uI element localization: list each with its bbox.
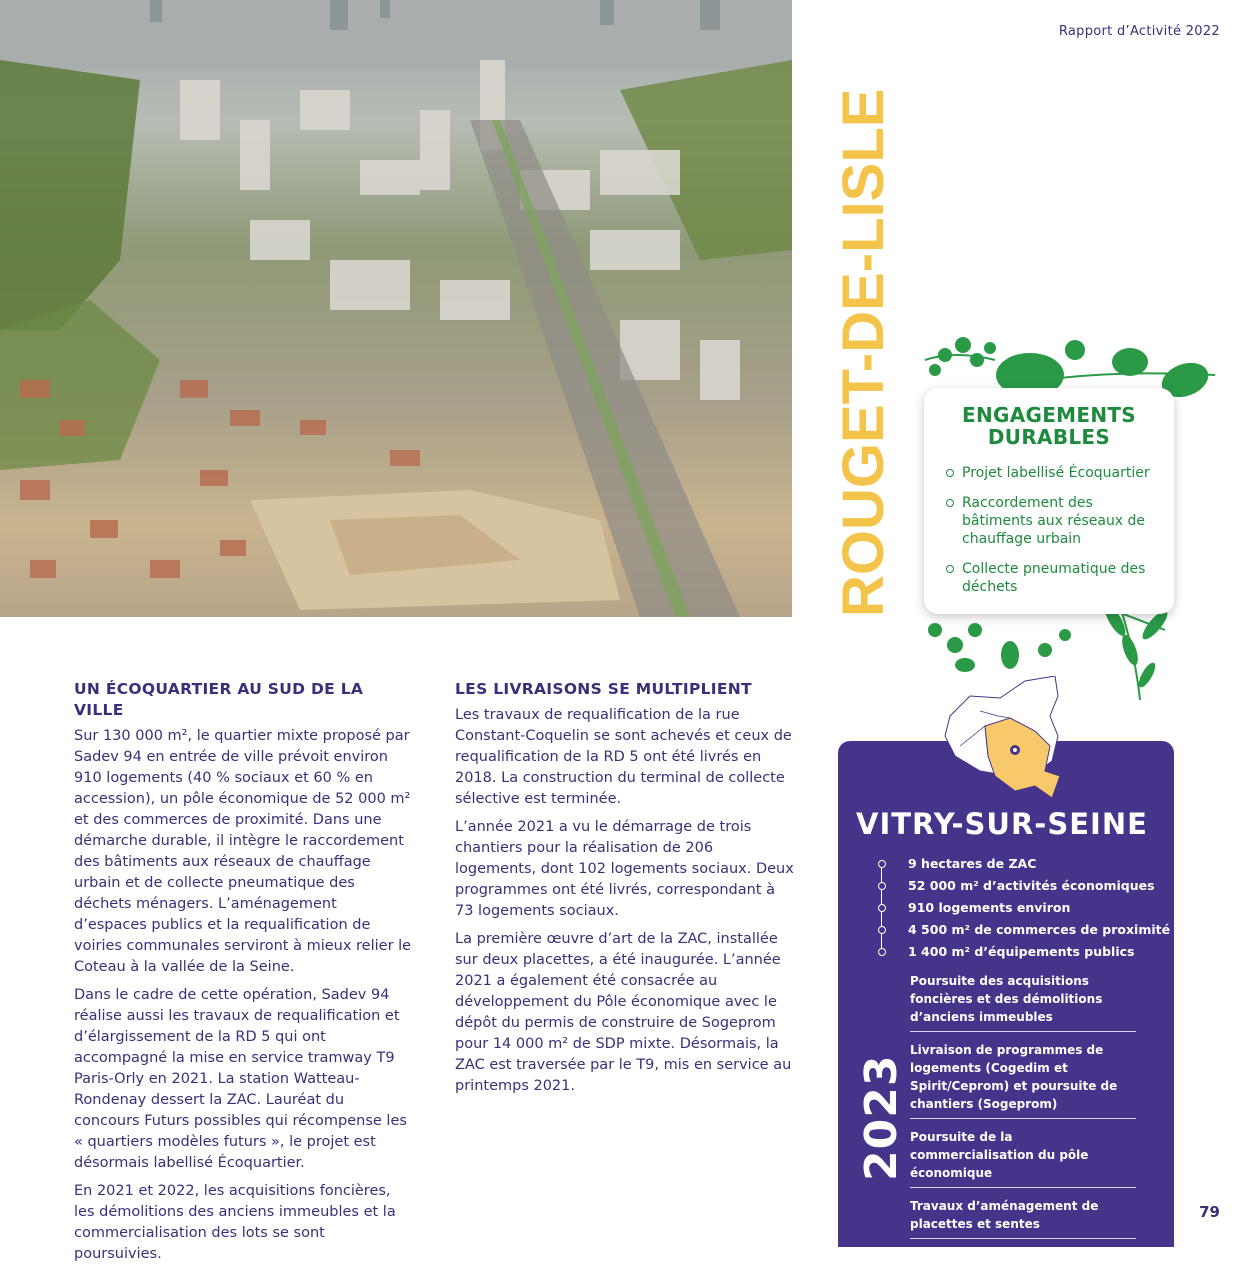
bullet-icon [878, 882, 886, 890]
timeline-item: Livraison de programmes de logements (Cogedim et Spirit/Ceprom) et poursuite de chantiers (Sogeprom) [910, 1040, 1136, 1119]
report-header: Rapport d’Activité 2022 [1058, 24, 1220, 39]
bullet-icon [878, 926, 886, 934]
engagements-title-line1: ENGAGEMENTS [961, 403, 1137, 427]
fact-item [878, 853, 1170, 875]
paragraph: La première œuvre d’art de la ZAC, installée sur deux placettes, a été inaugurée. L’année 2021 a également été consacrée au développement du Pôle économique avec le dépôt du permis de construire de Sogeprom pour 14 000 m² de SDP mixte. Désormais, la ZAC est traversée par le T9, mis en service au printemps 2021. [455, 931, 792, 1094]
bullet-icon [878, 860, 886, 868]
list-item: Projet labellisé Écoquartier [944, 464, 1164, 482]
fact-text: 1 400 m² d’équipements publics [908, 944, 1135, 959]
engagements-card [924, 388, 1174, 614]
column-ecoquartier [74, 679, 414, 1272]
bullet-icon [878, 904, 886, 912]
fact-text: 9 hectares de ZAC [908, 856, 1037, 871]
facts-list [878, 853, 1170, 963]
paragraph: Les travaux de requalification de la rue Constant-Coquelin se sont achevés et ceux de requalification de la RD 5 ont été livrés en 2018. La construction du terminal de collecte sélective est terminée. [455, 707, 792, 807]
paragraph: En 2021 et 2022, les acquisitions foncières, les démolitions des anciens immeubles et la commercialisation des lots se sont poursuivies. [74, 1183, 396, 1262]
list-item: Raccordement des bâtiments aux réseaux de chauffage urbain [944, 494, 1164, 548]
city-name: VITRY-SUR-SEINE [856, 807, 1148, 841]
section-heading: LES LIVRAISONS SE MULTIPLIENT [455, 680, 752, 698]
paragraph: Sur 130 000 m², le quartier mixte proposé par Sadev 94 en entrée de ville prévoit environ 910 logements (40 % sociaux et 60 % en accession), un pôle économique de 52 000 m² et des commerces de proximité. Dans une démarche durable, il intègre le raccordement des bâtiments aux réseaux de chauffage urbain et de collecte pneumatique des déchets ménagers. L’aménagement d’espaces publics et la requalification de voiries communales serviront à mieux relier le Coteau à la vallée de la Seine. [74, 728, 412, 975]
section-heading: UN ÉCOQUARTIER AU SUD DE LA VILLE [74, 680, 364, 719]
paragraph: L’année 2021 a vu le démarrage de trois chantiers pour la réalisation de 206 logements, dont 102 logements sociaux. Deux programmes ont été livrés, correspondant à 73 logements sociaux. [455, 819, 794, 919]
city-panel [838, 741, 1174, 1247]
column-livraisons [455, 679, 795, 1104]
timeline-item: Poursuite de la commercialisation du pôle économique [910, 1127, 1136, 1188]
locator-map-icon [940, 676, 1070, 806]
aerial-photo [0, 0, 792, 617]
fact-text: 52 000 m² d’activités économiques [908, 878, 1155, 893]
aerial-photo-illustration [0, 0, 792, 617]
fact-text: 4 500 m² de commerces de proximité [908, 922, 1171, 937]
fact-item [878, 941, 1170, 963]
engagements-title [924, 404, 1174, 448]
page-number: 79 [1199, 1203, 1220, 1221]
fact-item [878, 919, 1170, 941]
timeline-list [910, 971, 1136, 1247]
list-item: Collecte pneumatique des déchets [944, 560, 1164, 596]
timeline-year: 2023 [856, 1054, 907, 1181]
timeline-item: Poursuite des acquisitions foncières et des démolitions d’anciens immeubles [910, 971, 1136, 1032]
fact-item [878, 875, 1170, 897]
fact-item [878, 897, 1170, 919]
fact-text: 910 logements environ [908, 900, 1071, 915]
project-vertical-title: ROUGET-DE-LISLE [831, 88, 896, 617]
engagements-title-line2: DURABLES [987, 425, 1111, 449]
timeline-item: Travaux d’aménagement de placettes et sentes [910, 1196, 1136, 1239]
engagements-list [944, 464, 1164, 608]
paragraph: Dans le cadre de cette opération, Sadev 94 réalise aussi les travaux de requalification et d’élargissement de la RD 5 qui ont accompagné la mise en service tramway T9 Paris-Orly en 2021. La station Watteau-Rondenay dessert la ZAC. Lauréat du concours Futurs possibles qui récompense les « quartiers modèles futurs », le projet est désormais labellisé Écoquartier. [74, 987, 407, 1171]
bullet-icon [878, 948, 886, 956]
